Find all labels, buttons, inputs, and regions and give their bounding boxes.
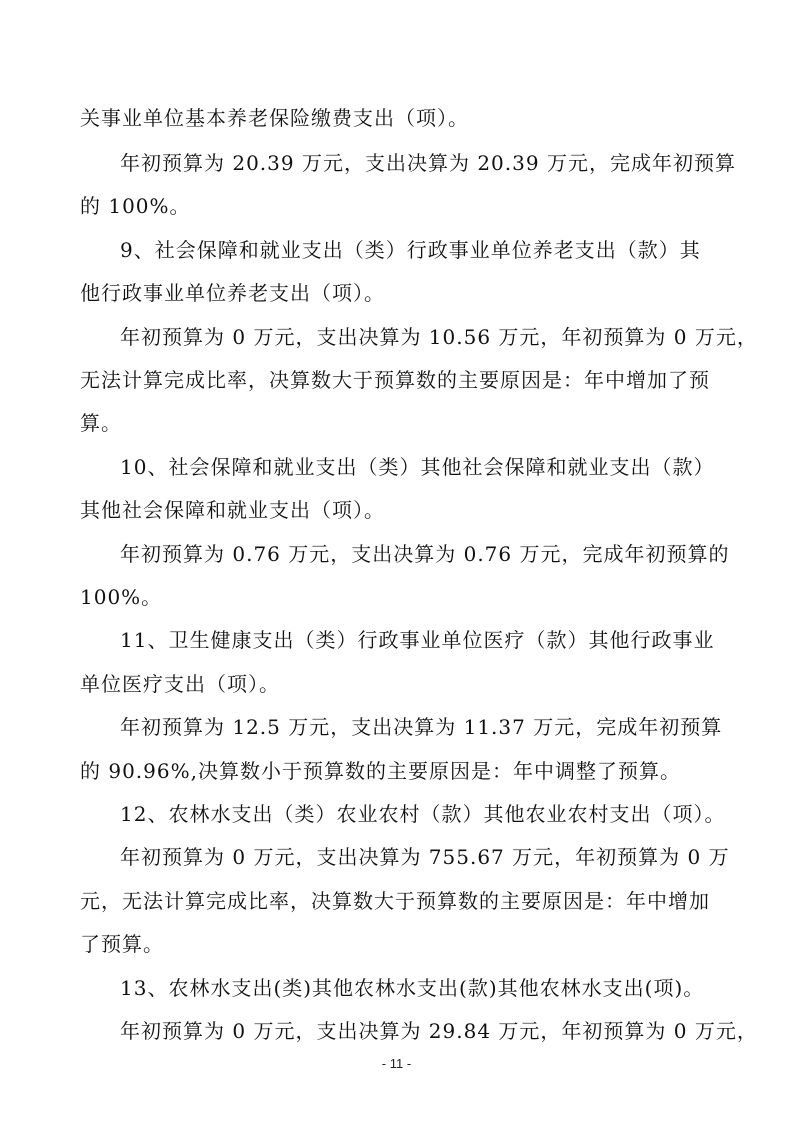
text-line-item-9-heading: 9、社会保障和就业支出（类）行政事业单位养老支出（款）其: [120, 238, 701, 262]
text-line-continuation: 的 90.96%,决算数小于预算数的主要原因是：年中调整了预算。: [80, 759, 681, 783]
text-line-continuation: 无法计算完成比率，决算数大于预算数的主要原因是：年中增加了预: [80, 368, 710, 392]
text-line-continuation: 算。: [80, 411, 122, 435]
text-line-continuation: 的 100%。: [80, 194, 191, 218]
text-line-continuation: 了预算。: [80, 932, 164, 956]
text-line-continuation: 元，无法计算完成比率，决算数大于预算数的主要原因是：年中增加: [80, 889, 710, 913]
text-line-paragraph-start: 年初预算为 0.76 万元，支出决算为 0.76 万元，完成年初预算的: [120, 542, 730, 566]
text-line-paragraph-start: 年初预算为 12.5 万元，支出决算为 11.37 万元，完成年初预算: [120, 715, 723, 739]
text-line-paragraph-start: 年初预算为 20.39 万元，支出决算为 20.39 万元，完成年初预算: [120, 151, 736, 175]
text-line-item-12-heading: 12、农林水支出（类）农业农村（款）其他农业农村支出（项）。: [120, 802, 726, 826]
text-line-paragraph-start: 年初预算为 0 万元，支出决算为 29.84 万元，年初预算为 0 万元，: [120, 1019, 758, 1043]
text-line-continuation: 他行政事业单位养老支出（项）。: [80, 281, 385, 305]
text-line-paragraph-start: 年初预算为 0 万元，支出决算为 755.67 万元，年初预算为 0 万: [120, 845, 730, 869]
text-line-continuation: 单位医疗支出（项）。: [80, 672, 280, 696]
text-line-item-10-heading: 10、社会保障和就业支出（类）其他社会保障和就业支出（款）: [120, 455, 715, 479]
text-line-item-11-heading: 11、卫生健康支出（类）行政事业单位医疗（款）其他行政事业: [120, 628, 715, 652]
text-line-paragraph-start: 年初预算为 0 万元，支出决算为 10.56 万元，年初预算为 0 万元，: [120, 325, 758, 349]
text-line-continuation: 100%。: [80, 585, 163, 609]
text-line-continuation: 其他社会保障和就业支出（项）。: [80, 498, 385, 522]
text-line-item-13-heading: 13、农林水支出(类)其他农林水支出(款)其他农林水支出(项)。: [120, 976, 705, 1000]
text-line-continuation: 关事业单位基本养老保险缴费支出（项）。: [80, 106, 469, 130]
page-number: - 11 -: [381, 1056, 412, 1071]
